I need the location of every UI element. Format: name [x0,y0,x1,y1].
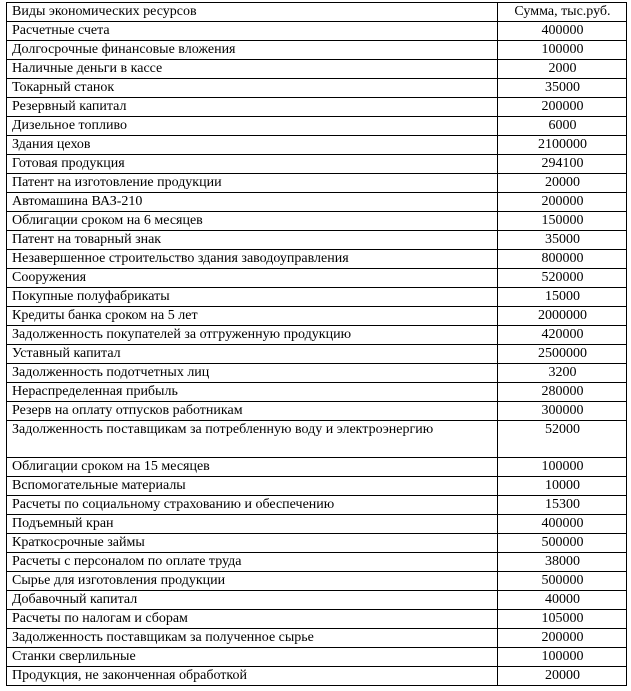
table-row [7,269,627,288]
amount-cell: 2000000 [498,307,627,326]
resource-name-cell: Патент на товарный знак [7,231,498,250]
resource-name-cell: Сооружения [7,269,498,288]
table-header-row [7,3,627,22]
amount-cell: 52000 [498,421,627,458]
table-body [7,22,627,686]
amount-cell: 500000 [498,572,627,591]
resource-name-cell: Добавочный капитал [7,591,498,610]
table-row [7,155,627,174]
column-header-amount: Сумма, тыс.руб. [498,3,627,22]
resource-name-cell: Задолженность покупателей за отгруженную продукцию [7,326,498,345]
resource-name-cell: Резерв на оплату отпусков работникам [7,402,498,421]
amount-cell: 400000 [498,22,627,41]
resource-name-cell: Токарный станок [7,79,498,98]
resource-name-cell: Расчеты по социальному страхованию и обеспечению [7,496,498,515]
amount-cell: 2000 [498,60,627,79]
amount-cell: 520000 [498,269,627,288]
amount-cell: 105000 [498,610,627,629]
resource-name-cell: Покупные полуфабрикаты [7,288,498,307]
amount-cell: 400000 [498,515,627,534]
amount-cell: 35000 [498,79,627,98]
amount-cell: 300000 [498,402,627,421]
table-row [7,345,627,364]
amount-cell: 20000 [498,667,627,686]
table-row [7,402,627,421]
resource-name-cell: Задолженность поставщикам за полученное сырье [7,629,498,648]
resource-name-cell: Подъемный кран [7,515,498,534]
resource-name-cell: Расчеты по налогам и сборам [7,610,498,629]
table-row [7,553,627,572]
table-row [7,288,627,307]
resources-table [6,2,627,686]
table-row [7,98,627,117]
table-row [7,591,627,610]
amount-cell: 150000 [498,212,627,231]
amount-cell: 200000 [498,98,627,117]
resource-name-cell: Задолженность подотчетных лиц [7,364,498,383]
table-row [7,383,627,402]
column-header-resource-type: Виды экономических ресурсов [7,3,498,22]
amount-cell: 20000 [498,174,627,193]
resource-name-cell: Продукция, не законченная обработкой [7,667,498,686]
amount-cell: 35000 [498,231,627,250]
amount-cell: 200000 [498,629,627,648]
resource-name-cell: Автомашина ВАЗ-210 [7,193,498,212]
amount-cell: 10000 [498,477,627,496]
resources-table-container [6,2,627,686]
amount-cell: 200000 [498,193,627,212]
resource-name-cell: Краткосрочные займы [7,534,498,553]
table-row [7,60,627,79]
amount-cell: 15300 [498,496,627,515]
amount-cell: 500000 [498,534,627,553]
table-row [7,231,627,250]
table-row [7,421,627,458]
table-row [7,22,627,41]
resource-name-cell: Патент на изготовление продукции [7,174,498,193]
resource-name-cell: Долгосрочные финансовые вложения [7,41,498,60]
table-row [7,572,627,591]
table-row [7,212,627,231]
resource-name-cell: Готовая продукция [7,155,498,174]
table-row [7,117,627,136]
amount-cell: 294100 [498,155,627,174]
resource-name-cell: Резервный капитал [7,98,498,117]
table-row [7,496,627,515]
resource-name-cell: Здания цехов [7,136,498,155]
amount-cell: 15000 [498,288,627,307]
table-row [7,477,627,496]
table-row [7,326,627,345]
table-row [7,307,627,326]
table-row [7,174,627,193]
amount-cell: 100000 [498,458,627,477]
resource-name-cell: Дизельное топливо [7,117,498,136]
table-row [7,515,627,534]
amount-cell: 800000 [498,250,627,269]
amount-cell: 280000 [498,383,627,402]
resource-name-cell: Нераспределенная прибыль [7,383,498,402]
resource-name-cell: Станки сверлильные [7,648,498,667]
resource-name-cell: Незавершенное строительство здания заводоуправления [7,250,498,269]
resource-name-cell: Расчетные счета [7,22,498,41]
amount-cell: 100000 [498,648,627,667]
resource-name-cell: Облигации сроком на 6 месяцев [7,212,498,231]
resource-name-cell: Наличные деньги в кассе [7,60,498,79]
table-row [7,648,627,667]
table-row [7,193,627,212]
resource-name-cell: Облигации сроком на 15 месяцев [7,458,498,477]
amount-cell: 420000 [498,326,627,345]
resource-name-cell: Задолженность поставщикам за потребленную воду и электроэнергию [7,421,498,458]
resource-name-cell: Уставный капитал [7,345,498,364]
resource-name-cell: Кредиты банка сроком на 5 лет [7,307,498,326]
amount-cell: 40000 [498,591,627,610]
amount-cell: 2100000 [498,136,627,155]
table-row [7,629,627,648]
resource-name-cell: Расчеты с персоналом по оплате труда [7,553,498,572]
resource-name-cell: Сырье для изготовления продукции [7,572,498,591]
table-row [7,667,627,686]
table-row [7,41,627,60]
amount-cell: 2500000 [498,345,627,364]
table-row [7,364,627,383]
table-row [7,136,627,155]
amount-cell: 100000 [498,41,627,60]
table-row [7,458,627,477]
amount-cell: 3200 [498,364,627,383]
table-row [7,79,627,98]
amount-cell: 6000 [498,117,627,136]
amount-cell: 38000 [498,553,627,572]
resource-name-cell: Вспомогательные материалы [7,477,498,496]
table-row [7,610,627,629]
table-row [7,534,627,553]
table-row [7,250,627,269]
